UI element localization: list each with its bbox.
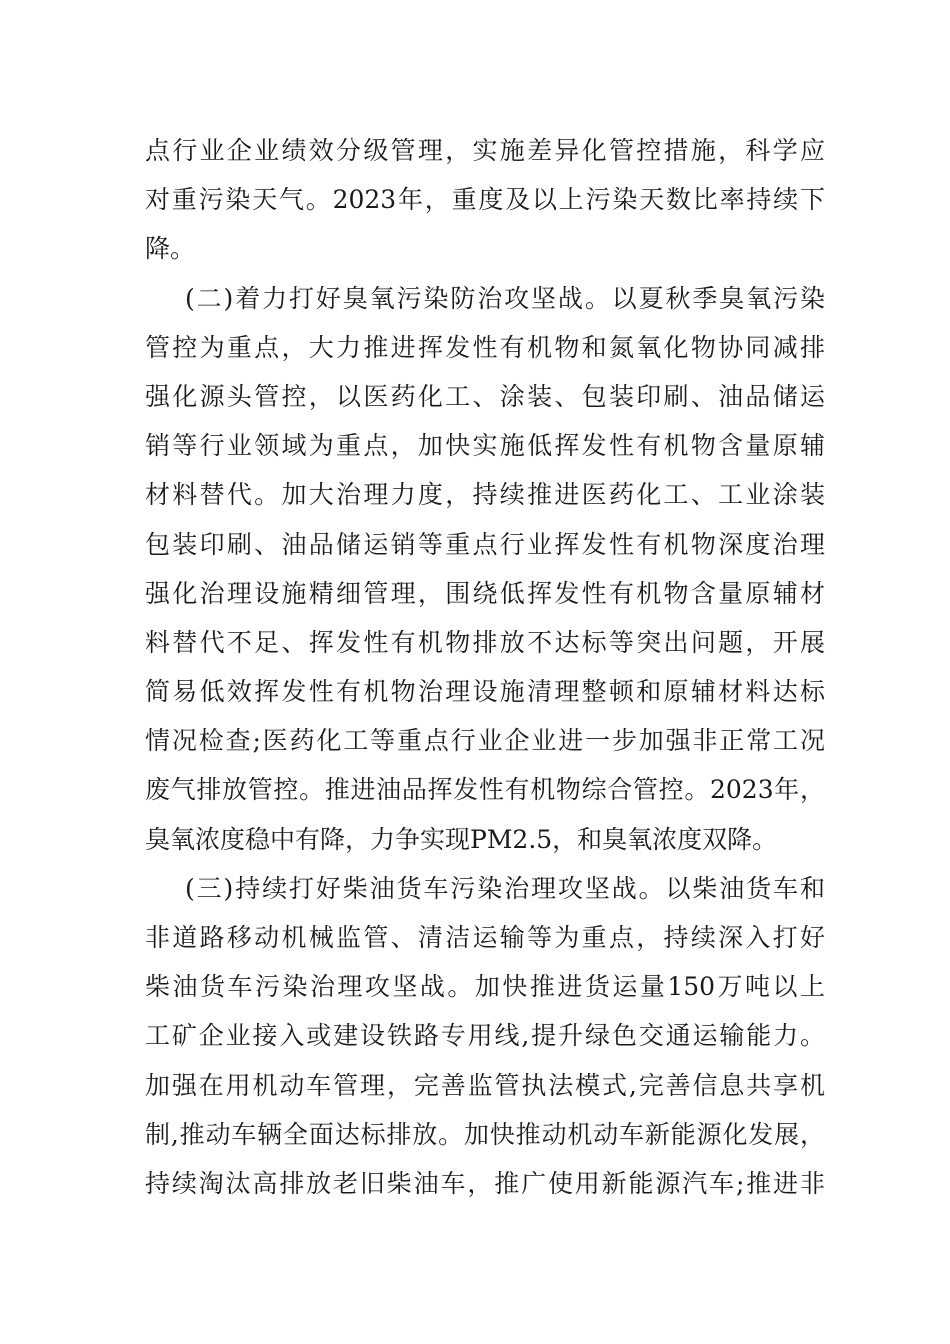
section-heading-line: (三)持续打好柴油货车污染治理攻坚战。以柴油货车和 <box>185 873 825 903</box>
text-line: 情况检查;医药化工等重点行业企业进一步加强非正常工况 <box>145 726 825 756</box>
section-heading-line: (二)着力打好臭氧污染防治攻坚战。以夏秋季臭氧污染 <box>185 283 825 313</box>
text-line: 持续淘汰高排放老旧柴油车，推广使用新能源汽车;推进非 <box>145 1168 825 1198</box>
text-line: 降。 <box>145 234 196 264</box>
text-line: 销等行业领域为重点，加快实施低挥发性有机物含量原辅 <box>145 431 825 461</box>
text-line: 强化治理设施精细管理，围绕低挥发性有机物含量原辅材 <box>145 578 825 608</box>
text-line: 材料替代。加大治理力度，持续推进医药化工、工业涂装 <box>145 480 825 510</box>
body-text <box>145 126 825 1208</box>
text-line: 点行业企业绩效分级管理，实施差异化管控措施，科学应 <box>145 136 825 165</box>
text-line: 管控为重点，大力推进挥发性有机物和氮氧化物协同减排 <box>145 332 825 362</box>
text-line: 臭氧浓度稳中有降，力争实现PM2.5，和臭氧浓度双降。 <box>145 824 778 854</box>
text-line: 强化源头管控，以医药化工、涂装、包装印刷、油品储运 <box>145 381 825 411</box>
text-line: 非道路移动机械监管、清洁运输等为重点，持续深入打好 <box>145 923 825 952</box>
text-line: 制,推动车辆全面达标排放。加快推动机动车新能源化发展， <box>145 1119 825 1149</box>
text-line: 简易低效挥发性有机物治理设施清理整顿和原辅材料达标 <box>145 677 825 707</box>
text-line: 工矿企业接入或建设铁路专用线,提升绿色交通运输能力。 <box>145 1021 825 1051</box>
text-line: 包装印刷、油品储运销等重点行业挥发性有机物深度治理 <box>145 529 825 559</box>
text-line: 加强在用机动车管理，完善监管执法模式,完善信息共享机 <box>145 1070 825 1100</box>
text-line: 废气排放管控。推进油品挥发性有机物综合管控。2023年， <box>145 775 825 805</box>
text-line: 料替代不足、挥发性有机物排放不达标等突出问题，开展 <box>145 627 825 657</box>
text-line: 对重污染天气。2023年，重度及以上污染天数比率持续下 <box>145 185 825 215</box>
text-line: 柴油货车污染治理攻坚战。加快推进货运量150万吨以上 <box>145 972 825 1002</box>
